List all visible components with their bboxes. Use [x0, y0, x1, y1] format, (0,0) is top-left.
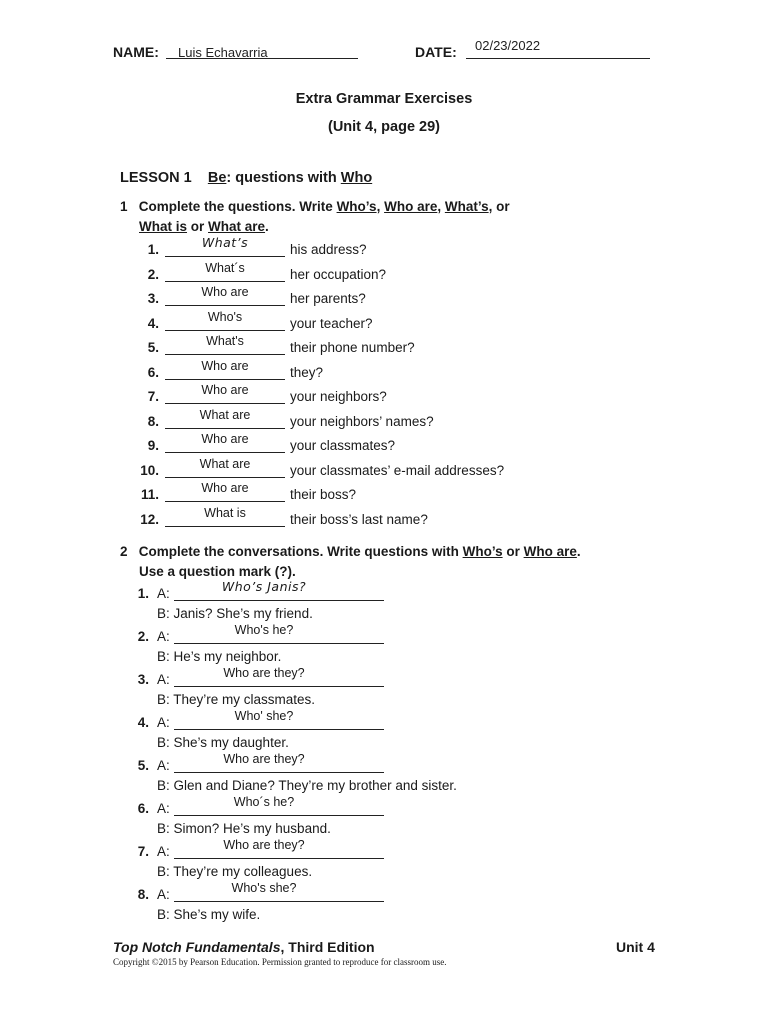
speaker-a: A: — [157, 844, 170, 859]
answer-text: Who’s Janis? — [221, 579, 307, 594]
item-number: 11. — [140, 487, 159, 502]
answer-blank[interactable] — [165, 285, 285, 306]
answer-blank[interactable] — [174, 838, 384, 859]
answer-blank[interactable] — [174, 709, 384, 730]
exercise1-item — [0, 383, 768, 411]
exercise1-item — [0, 481, 768, 509]
item-number: 3. — [137, 672, 149, 687]
answer-blank[interactable] — [165, 506, 285, 527]
footer-book — [113, 939, 375, 955]
exercise2-item — [0, 709, 768, 755]
speaker-a: A: — [157, 758, 170, 773]
exercise2-sep: or — [502, 544, 524, 559]
question-text: they? — [290, 365, 324, 380]
date-field[interactable] — [466, 38, 650, 59]
footer-edition: , Third Edition — [280, 939, 375, 955]
exercise1-option: What’s — [444, 199, 489, 214]
response-b: B: She’s my wife. — [157, 907, 261, 922]
footer-book-title: Top Notch Fundamentals — [113, 939, 281, 955]
exercise1-item — [0, 235, 768, 264]
answer-blank[interactable] — [165, 383, 285, 404]
answer-text: Who' she? — [234, 709, 294, 723]
answer-blank[interactable] — [165, 481, 285, 502]
item-number: 4. — [147, 316, 159, 331]
answer-text: What are — [199, 457, 251, 471]
response-b: B: She’s my daughter. — [157, 735, 289, 750]
exercise1-number: 1 — [120, 199, 128, 214]
exercise1-option: What is — [139, 219, 188, 234]
date-label: DATE: — [415, 44, 457, 60]
item-number: 1. — [147, 242, 159, 257]
exercise1-item — [0, 457, 768, 485]
exercise2-item — [0, 623, 768, 669]
answer-text: Who are — [201, 432, 249, 446]
exercise1-item — [0, 359, 768, 387]
answer-text: Who's he? — [234, 623, 294, 637]
item-number: 9. — [147, 438, 159, 453]
item-number: 8. — [137, 887, 149, 902]
speaker-a: A: — [157, 887, 170, 902]
exercise2-option: Who are — [523, 544, 577, 559]
exercise2-sep: . — [576, 544, 581, 559]
exercise1-option: Who’s — [336, 199, 377, 214]
answer-text: Who's — [207, 310, 243, 324]
answer-text: Who are — [201, 285, 249, 299]
page-subtitle: (Unit 4, page 29) — [328, 119, 440, 135]
lesson-who: Who — [340, 170, 373, 186]
item-number: 7. — [147, 389, 159, 404]
page-title: Extra Grammar Exercises — [295, 91, 473, 107]
item-number: 2. — [147, 267, 159, 282]
item-number: 7. — [137, 844, 149, 859]
response-b: B: They’re my colleagues. — [157, 864, 313, 879]
speaker-a: A: — [157, 672, 170, 687]
answer-blank[interactable] — [174, 623, 384, 644]
exercise1-option: Who are — [384, 199, 438, 214]
exercise1-sep: , — [437, 199, 445, 214]
exercise2-item — [0, 579, 768, 626]
item-number: 8. — [147, 414, 159, 429]
question-text: his address? — [290, 242, 367, 257]
answer-blank[interactable] — [174, 666, 384, 687]
response-b: B: Simon? He’s my husband. — [157, 821, 331, 836]
item-number: 6. — [137, 801, 149, 816]
answer-text: What´s — [205, 261, 245, 275]
answer-blank[interactable] — [174, 579, 384, 601]
answer-blank[interactable] — [165, 334, 285, 355]
exercise1-item — [0, 310, 768, 338]
answer-text: What are — [199, 408, 251, 422]
exercise1-item — [0, 261, 768, 289]
item-number: 6. — [147, 365, 159, 380]
exercise1-sep: or — [187, 219, 209, 234]
exercise1-sep: . — [265, 219, 269, 234]
question-text: her occupation? — [290, 267, 387, 282]
answer-text: Who are they? — [223, 838, 305, 852]
answer-text: What is — [204, 506, 246, 520]
answer-blank[interactable] — [165, 408, 285, 429]
question-text: your teacher? — [290, 316, 373, 331]
lesson-heading — [120, 170, 372, 186]
footer-copyright: Copyright ©2015 by Pearson Education. Permission granted to reproduce for classroom use. — [113, 957, 447, 967]
item-number: 5. — [147, 340, 159, 355]
exercise1-option: What are — [208, 219, 266, 234]
exercise1-item — [0, 432, 768, 460]
answer-blank[interactable] — [165, 261, 285, 282]
question-text: their boss’s last name? — [290, 512, 428, 527]
answer-blank[interactable] — [174, 795, 384, 816]
exercise2-number: 2 — [120, 544, 128, 559]
exercise1-item — [0, 408, 768, 436]
question-text: her parents? — [290, 291, 366, 306]
answer-blank[interactable] — [174, 881, 384, 902]
answer-text: What's — [206, 334, 244, 348]
item-number: 10. — [140, 463, 159, 478]
item-number: 2. — [137, 629, 149, 644]
lesson-label: LESSON 1 — [120, 170, 192, 186]
exercise1-item — [0, 506, 768, 534]
exercise2-item — [0, 666, 768, 712]
date-value: 02/23/2022 — [475, 38, 541, 53]
exercise1-sep: , — [376, 199, 385, 214]
response-b: B: Janis? She’s my friend. — [157, 606, 313, 621]
exercise2-item — [0, 752, 768, 798]
answer-text: Who are they? — [223, 666, 305, 680]
question-text: their boss? — [290, 487, 357, 502]
answer-text: Who's she? — [231, 881, 297, 895]
answer-blank[interactable] — [165, 310, 285, 331]
answer-blank[interactable] — [165, 235, 285, 257]
response-b: B: They’re my classmates. — [157, 692, 316, 707]
response-b: B: He’s my neighbor. — [157, 649, 282, 664]
name-value: Luis Echavarria — [178, 45, 268, 60]
lesson-text: : questions with — [226, 170, 341, 186]
exercise2-instr-text-2: Use a question mark (?). — [139, 564, 296, 579]
answer-blank[interactable] — [165, 432, 285, 453]
item-number: 4. — [137, 715, 149, 730]
speaker-a: A: — [157, 586, 170, 601]
speaker-a: A: — [157, 715, 170, 730]
question-text: your classmates’ e-mail addresses? — [290, 463, 505, 478]
name-label: NAME: — [113, 44, 159, 60]
exercise2-item — [0, 838, 768, 884]
answer-blank[interactable] — [165, 359, 285, 380]
question-text: their phone number? — [290, 340, 415, 355]
exercise1-instructions — [120, 197, 580, 237]
answer-blank[interactable] — [174, 752, 384, 773]
footer-unit: Unit 4 — [616, 939, 655, 955]
exercise1-instr-text: Complete the questions. Write — [138, 199, 337, 214]
exercise2-item — [0, 795, 768, 841]
answer-text: Who´s he? — [233, 795, 295, 809]
question-text: your classmates? — [290, 438, 396, 453]
item-number: 12. — [140, 512, 159, 527]
answer-text: Who are they? — [223, 752, 305, 766]
question-text: your neighbors? — [290, 389, 387, 404]
answer-text: Who are — [201, 383, 249, 397]
exercise1-item — [0, 285, 768, 313]
exercise2-item — [0, 881, 768, 927]
speaker-a: A: — [157, 629, 170, 644]
answer-text: What’s — [201, 235, 249, 250]
answer-text: Who are — [201, 481, 249, 495]
exercise1-sep: , or — [488, 199, 510, 214]
exercise2-instr-text: Complete the conversations. Write questions with — [138, 544, 463, 559]
exercise2-instructions — [120, 542, 640, 582]
item-number: 3. — [147, 291, 159, 306]
item-number: 5. — [137, 758, 149, 773]
lesson-be: Be — [207, 170, 227, 186]
response-b: B: Glen and Diane? They’re my brother and sister. — [157, 778, 457, 793]
exercise1-item — [0, 334, 768, 362]
answer-blank[interactable] — [165, 457, 285, 478]
question-text: your neighbors’ names? — [290, 414, 434, 429]
exercise2-option: Who’s — [462, 544, 503, 559]
item-number: 1. — [137, 586, 149, 601]
answer-text: Who are — [201, 359, 249, 373]
speaker-a: A: — [157, 801, 170, 816]
name-field[interactable] — [166, 42, 358, 59]
